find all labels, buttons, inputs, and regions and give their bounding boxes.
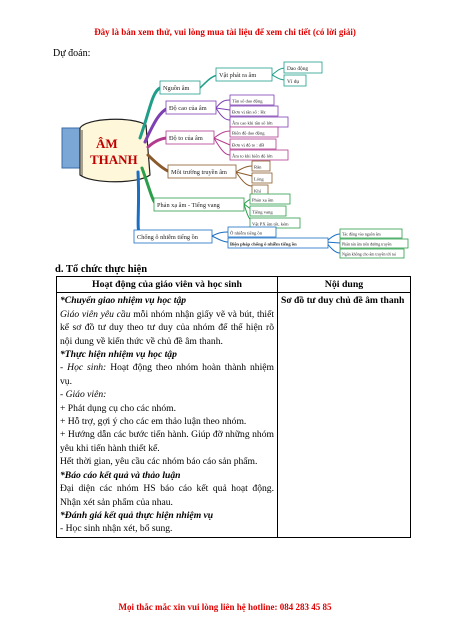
gv-item-3: + Hướng dẫn các bước tiến hành. Giúp đỡ những nhóm yêu khi tiến hành thiết kế. <box>60 429 274 454</box>
center-line-2: THANH <box>90 152 138 167</box>
content-cell: Sơ đồ tư duy chủ đề âm thanh <box>278 293 411 537</box>
node-bp1: Tác động vào nguồn âm <box>342 231 381 237</box>
gv-end: Hết thời gian, yêu cầu các nhóm báo cáo sản phẩm. <box>60 456 258 468</box>
branch-nguon-am: Nguồn âm <box>163 85 190 92</box>
node-tan-so: Tần số dao động <box>232 98 263 104</box>
node-long: Lỏng <box>254 176 264 182</box>
table-header-activities: Hoạt động của giáo viên và học sinh <box>57 277 278 293</box>
branch-moi-truong: Môi trường truyền âm <box>171 169 227 176</box>
step3-text: Đại diện các nhóm HS báo cáo kết quả hoạt động. Nhận xét sản phẩm của nhau. <box>60 483 274 508</box>
node-bien-phap: Biện pháp chống ô nhiễm tiếng ồn <box>230 241 297 247</box>
node-am-to: Âm to khi biên độ lớn <box>232 153 273 159</box>
branch-do-to: Độ to của âm <box>169 135 203 142</box>
node-ran: Rắn <box>254 164 262 170</box>
step3-title: *Báo cáo kết quả và thảo luận <box>60 469 181 481</box>
node-vat-phat: Vật phát ra âm <box>219 72 257 79</box>
hotline-notice: Mọi thắc mắc xin vui lòng liên hệ hotline: 084 283 45 85 <box>118 602 332 612</box>
preview-notice: Đây là bản xem thử, vui lòng mua tài liệu để xem chi tiết (có lời giải) <box>94 27 356 37</box>
sound-mind-map <box>0 0 450 260</box>
branch-do-cao: Độ cao của âm <box>169 105 207 112</box>
gv-label: - Giáo viên: <box>60 389 107 401</box>
branch-chong-on: Chống ô nhiễm tiếng ồn <box>137 234 198 241</box>
step2-title: *Thực hiện nhiệm vụ học tập <box>60 349 177 361</box>
node-o-nhiem: Ô nhiễm tiếng ồn <box>230 230 263 236</box>
section-title: d. Tổ chức thực hiện <box>55 264 148 275</box>
node-am-cao: Âm cao khi tần số lớn <box>232 120 273 126</box>
node-bien-do: Biên độ dao động <box>232 130 265 136</box>
center-line-1: ÂM <box>96 136 118 151</box>
node-dao-dong: Dao động <box>287 66 309 72</box>
prediction-label: Dự đoán: <box>53 48 91 59</box>
hs-text: - Học sinh: Hoạt động theo nhóm hoàn thành nhiệm vụ. <box>60 362 274 387</box>
node-vat-phan-xa: Vật PX âm tốt, kém <box>252 221 289 227</box>
node-vi-du: Ví dụ <box>287 79 300 85</box>
node-don-vi-db: Đơn vị độ to : dB <box>232 142 265 148</box>
step4-text: - Học sinh nhận xét, bổ sung. <box>60 523 173 535</box>
gv-item-1: + Phát dụng cụ cho các nhóm. <box>60 402 176 414</box>
branch-phan-xa: Phản xạ âm - Tiếng vang <box>157 202 220 209</box>
table-header-content: Nội dung <box>278 277 411 293</box>
node-khi: Khí <box>254 188 261 194</box>
activities-cell <box>57 293 278 537</box>
activity-table <box>56 276 411 538</box>
node-phan-xa-am: Phản xạ âm <box>252 197 274 203</box>
node-bp3: Ngăn không cho âm truyền tới tai <box>342 251 396 257</box>
node-don-vi-hz: Đơn vị tần số : Hz <box>232 109 266 115</box>
node-tieng-vang: Tiếng vang <box>252 209 273 215</box>
step4-title: *Đánh giá kết quả thực hiện nhiệm vụ <box>60 509 214 521</box>
node-bp2: Phân tán âm trên đường truyền <box>342 241 392 247</box>
gv-item-2: + Hỗ trợ, gợi ý cho các em thảo luận theo nhóm. <box>60 416 247 428</box>
step1-title: *Chuyển giao nhiệm vụ học tập <box>60 295 187 307</box>
step1-text: Giáo viên yêu cầu mỗi nhóm nhận giấy vẽ và bút, thiết kế sơ đồ tư duy theo tư duy của nhóm để thể hiện rõ nội dung về kiến thức về chủ đề âm thanh. <box>60 308 275 347</box>
